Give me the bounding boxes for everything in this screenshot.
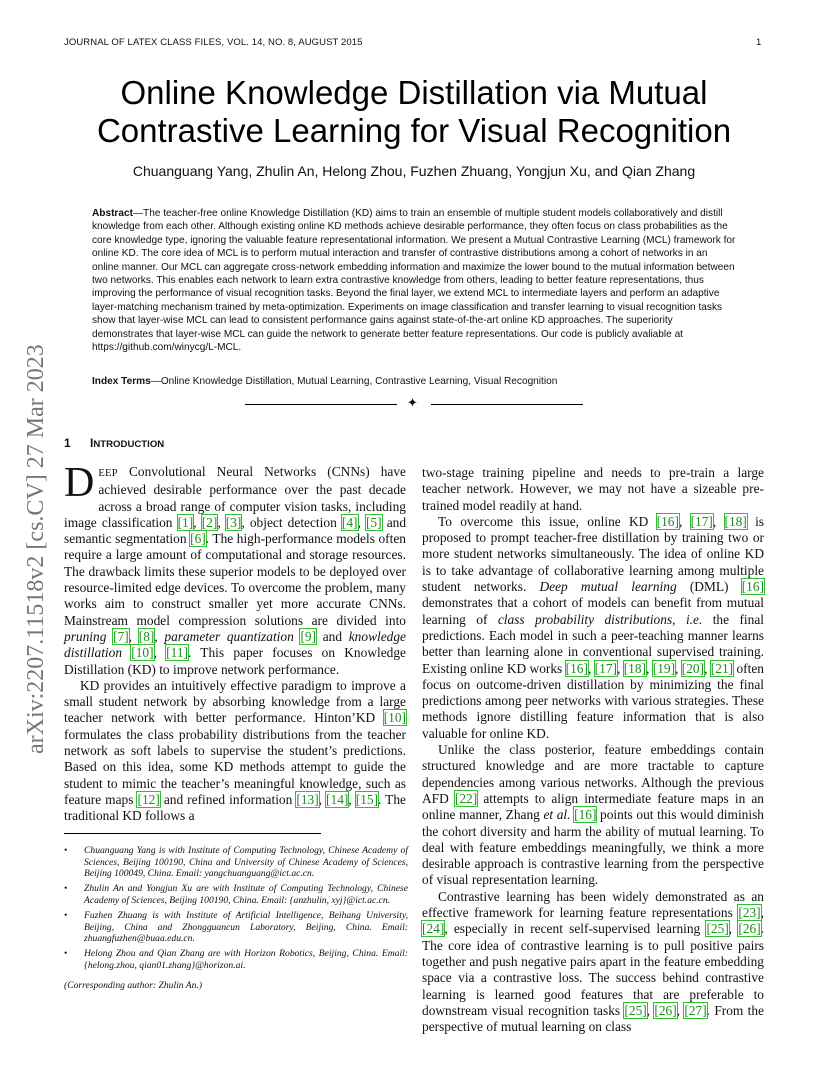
index-terms-label: Index Terms (92, 376, 151, 387)
citation-link[interactable]: [17] (594, 660, 617, 676)
citation-link[interactable]: [19] (652, 660, 676, 676)
citation-link[interactable]: [6] (190, 531, 206, 547)
citation-link[interactable]: [14] (326, 791, 349, 807)
citation-link[interactable]: [1] (177, 514, 194, 530)
citation-link[interactable]: [22] (454, 790, 478, 806)
citation-link[interactable]: [26] (654, 1002, 677, 1018)
abstract-text: —The teacher-free online Knowledge Distillation (KD) aims to train an ensemble of multiple student models collaboratively and distill knowledge from each other. Although existing online KD methods achieve desirable performance, they often focus on class probabilities as the core knowledge type, ignoring the valuable feature representational information. We present a Mutual Contrastive Learning (MCL) framework for online KD. The core idea of MCL is to perform mutual interaction and transfer of contrastive distributions among a cohort of networks in an online manner. Our MCL can aggregate cross-network embedding information and maximize the lower bound to the mutual information between two networks. This enables each network to learn extra contrastive knowledge from others, leading to better feature representations, thus improving the performance of visual recognition tasks. Beyond the final layer, we extend MCL to intermediate layers and perform an adaptive layer-matching mechanism trained by meta-optimization. Experiments on image classification and transfer learning to visual recognition tasks show that layer-wise MCL can lead to consistent performance gains against state-of-the-art online KD approaches. The superiority demonstrates that layer-wise MCL can guide the network to generate better feature representations. Our code is publicly avaliable at https://github.com/winycg/L-MCL. (92, 208, 736, 354)
citation-link[interactable]: [9] (300, 628, 317, 644)
footnote-item: • Chuanguang Yang is with Institute of Computing Technology, Chinese Academy of Sciences, Beijing 100190, China and University of Chinese Academy of Sciences, Beijing 100049, China. Email: yangchuanguang@ict.ac.cn. (64, 845, 408, 880)
citation-link[interactable]: [25] (624, 1002, 647, 1018)
page-number: 1 (756, 37, 762, 48)
citation-link[interactable]: [11] (166, 645, 188, 661)
citation-link[interactable]: [16] (565, 660, 588, 676)
drop-cap: D (64, 460, 95, 506)
authors: Chuanguang Yang, Zhulin An, Helong Zhou, Fuzhen Zhuang, Yongjun Xu, and Qian Zhang (132, 163, 696, 179)
arxiv-stamp: arXiv:2207.11518v2 [cs.CV] 27 Mar 2023 (23, 344, 49, 754)
citation-link[interactable]: [27] (684, 1002, 707, 1018)
citation-link[interactable]: [3] (225, 514, 242, 530)
citation-link[interactable]: [20] (681, 660, 705, 676)
citation-link[interactable]: [26] (738, 921, 761, 937)
citation-link[interactable]: [24] (422, 921, 445, 937)
running-header: JOURNAL OF LATEX CLASS FILES, VOL. 14, NO. 8, AUGUST 2015 (64, 37, 363, 48)
citation-link[interactable]: [13] (296, 791, 319, 807)
footnote-item: • Zhulin An and Yongjun Xu are with Institute of Computing Technology, Chinese Academy of Sciences, Beijing 100190, China. Email: {anzhulin, xyj}@ict.ac.cn. (64, 883, 408, 906)
index-terms (92, 376, 736, 387)
title-line-1: Online Knowledge Distillation via Mutual (120, 74, 708, 111)
citation-link[interactable]: [16] (741, 579, 764, 595)
section-heading-introduction (64, 436, 164, 450)
footnote-rule (64, 833, 321, 834)
citation-link[interactable]: [8] (138, 628, 155, 644)
divider-right (431, 404, 583, 405)
footnote-text: Zhulin An and Yongjun Xu are with Institute of Computing Technology, Chinese Academy of Sciences, Beijing 100190, China. Email: {anzhulin, xyj}@ict.ac.cn. (84, 883, 408, 906)
paragraph: KD provides an intuitively effective paradigm to improve a small student network by absorbing knowledge from a large teacher network with better performance. Hinton’KD [10] formulates the class probability distributions from the teacher network as soft labels to supervise the student’s predictions. Based on this idea, some KD methods attempt to guide the student to mimic the teacher’s meaningful knowledge, such as feature maps [12] and refined information [13], [14], [15]. The traditional KD follows a (64, 677, 406, 824)
abstract (92, 207, 736, 354)
citation-link[interactable]: [25] (706, 921, 729, 937)
footnote-text: Chuanguang Yang is with Institute of Computing Technology, Chinese Academy of Sciences, Beijing 100190, China and University of Chinese Academy of Sciences, Beijing 100049, China. Email: yangchuanguang@ict.ac.cn. (84, 845, 408, 880)
title-line-2: Contrastive Learning for Visual Recognition (96, 112, 732, 149)
paragraph: DEEP Convolutional Neural Networks (CNNs) have achieved desirable performance over the past decade across a broad range of computer vision tasks, including image classification [1], [2], [3], object detection [4], [5] and semantic segmentation [6]. The high-performance models often require a large amount of computational and storage resources. The drawback limits these superior models to be deployed over resource-limited edge devices. To overcome the problem, many works aim to construct smaller yet more accurate CNNs. Mainstream model compression solutions are divided into pruning [7], [8], parameter quantization [9] and knowledge distillation [10], [11]. This paper focuses on Knowledge Distillation (KD) to improve network performance. (64, 460, 407, 677)
citation-link[interactable]: [23] (738, 905, 761, 921)
section-title-initial: I (90, 436, 94, 450)
citation-link[interactable]: [4] (341, 514, 358, 530)
abstract-label: Abstract (92, 208, 133, 219)
citation-link[interactable]: [18] (623, 660, 647, 676)
citation-link[interactable]: [10] (383, 710, 406, 726)
citation-link[interactable]: [2] (201, 514, 218, 530)
citation-link[interactable]: [10] (131, 645, 154, 661)
index-terms-text: —Online Knowledge Distillation, Mutual Learning, Contrastive Learning, Visual Recognition (150, 376, 558, 387)
paragraph: Contrastive learning has been widely demonstrated as an effective framework for learning feature representations [23], [24], especially in recent self-supervised learning [25], [26]. The core idea of contrastive learning is to pull positive pairs together and push negative pairs apart in the feature embedding space via a contrastive loss. The success behind contrastive learning is learned good features that are preferable to downstream visual recognition tasks [25], [26], [27]. From the perspective of mutual learning on class (422, 888, 765, 1035)
footnote-item: • Helong Zhou and Qian Zhang are with Horizon Robotics, Beijing, China. Email: {helong.zhou, qian01.zhang}@horizon.ai. (64, 948, 408, 971)
footnote-text: Helong Zhou and Qian Zhang are with Horizon Robotics, Beijing, China. Email: {helong.zhou, qian01.zhang}@horizon.ai. (84, 948, 408, 971)
body-column-left (64, 460, 407, 825)
diamond-ornament: ✦ (407, 396, 418, 411)
footnote-text: Fuzhen Zhuang is with Institute of Artificial Intelligence, Beihang University, Beijing, China and Zhongguancun Laboratory, Beijing, China. Email: zhuangfuzhen@buaa.edu.cn. (84, 909, 408, 945)
citation-link[interactable]: [16] (574, 807, 597, 823)
body-column-right (422, 465, 764, 1035)
citation-link[interactable]: [7] (113, 628, 129, 644)
citation-link[interactable]: [12] (137, 791, 160, 807)
citation-link[interactable]: [17] (690, 513, 713, 529)
citation-link[interactable]: [18] (724, 513, 747, 529)
citation-link[interactable]: [16] (656, 513, 679, 529)
paragraph: two-stage training pipeline and needs to pre-train a large teacher network. However, we may not have a sizeable pre-trained model readily at hand. (422, 465, 764, 513)
footnotes (64, 845, 408, 992)
paragraph: Unlike the class posterior, feature embeddings contain structured knowledge and are more tractable to capture dependencies among various networks. Although the previous AFD [22] attempts to align intermediate feature maps in an online manner, Zhang et al. [16] points out this would diminish the cohort diversity and harm the ability of mutual learning. To deal with feature embeddings meaningfully, we think a more desirable approach is contrastive learning from the perspective of visual representation learning. (422, 742, 765, 888)
citation-link[interactable]: [21] (710, 660, 734, 676)
citation-link[interactable]: [5] (365, 514, 382, 530)
citation-link[interactable]: [15] (355, 791, 379, 807)
paper-title (60, 74, 768, 150)
paragraph: To overcome this issue, online KD [16], [17], [18] is proposed to prompt teacher-free distillation by training two or more student networks simultaneously. The idea of online KD is to take advantage of collaborative learning among multiple student networks. Deep mutual learning (DML) [16] demonstrates that a cohort of models can benefit from mutual learning of class probability distributions, i.e. the final predictions. Each model in such a peer-teaching manner learns better than learning alone in conventional supervised training. Existing online KD works [16], [17], [18], [19], [20], [21] often focus on outcome-driven distillation by minimizing the final predictions among peer networks with various strategies. These methods ignore distilling feature information that is also valuable for online KD. (422, 513, 765, 741)
section-number: 1 (64, 436, 71, 450)
section-title-rest: NTRODUCTION (93, 439, 165, 450)
divider-left (245, 404, 397, 405)
footnote-item: • Fuzhen Zhuang is with Institute of Artificial Intelligence, Beihang University, Beijing, China and Zhongguancun Laboratory, Beijing, China. Email: zhuangfuzhen@buaa.edu.cn. (64, 909, 408, 945)
corresponding-author: (Corresponding author: Zhulin An.) (64, 980, 203, 992)
